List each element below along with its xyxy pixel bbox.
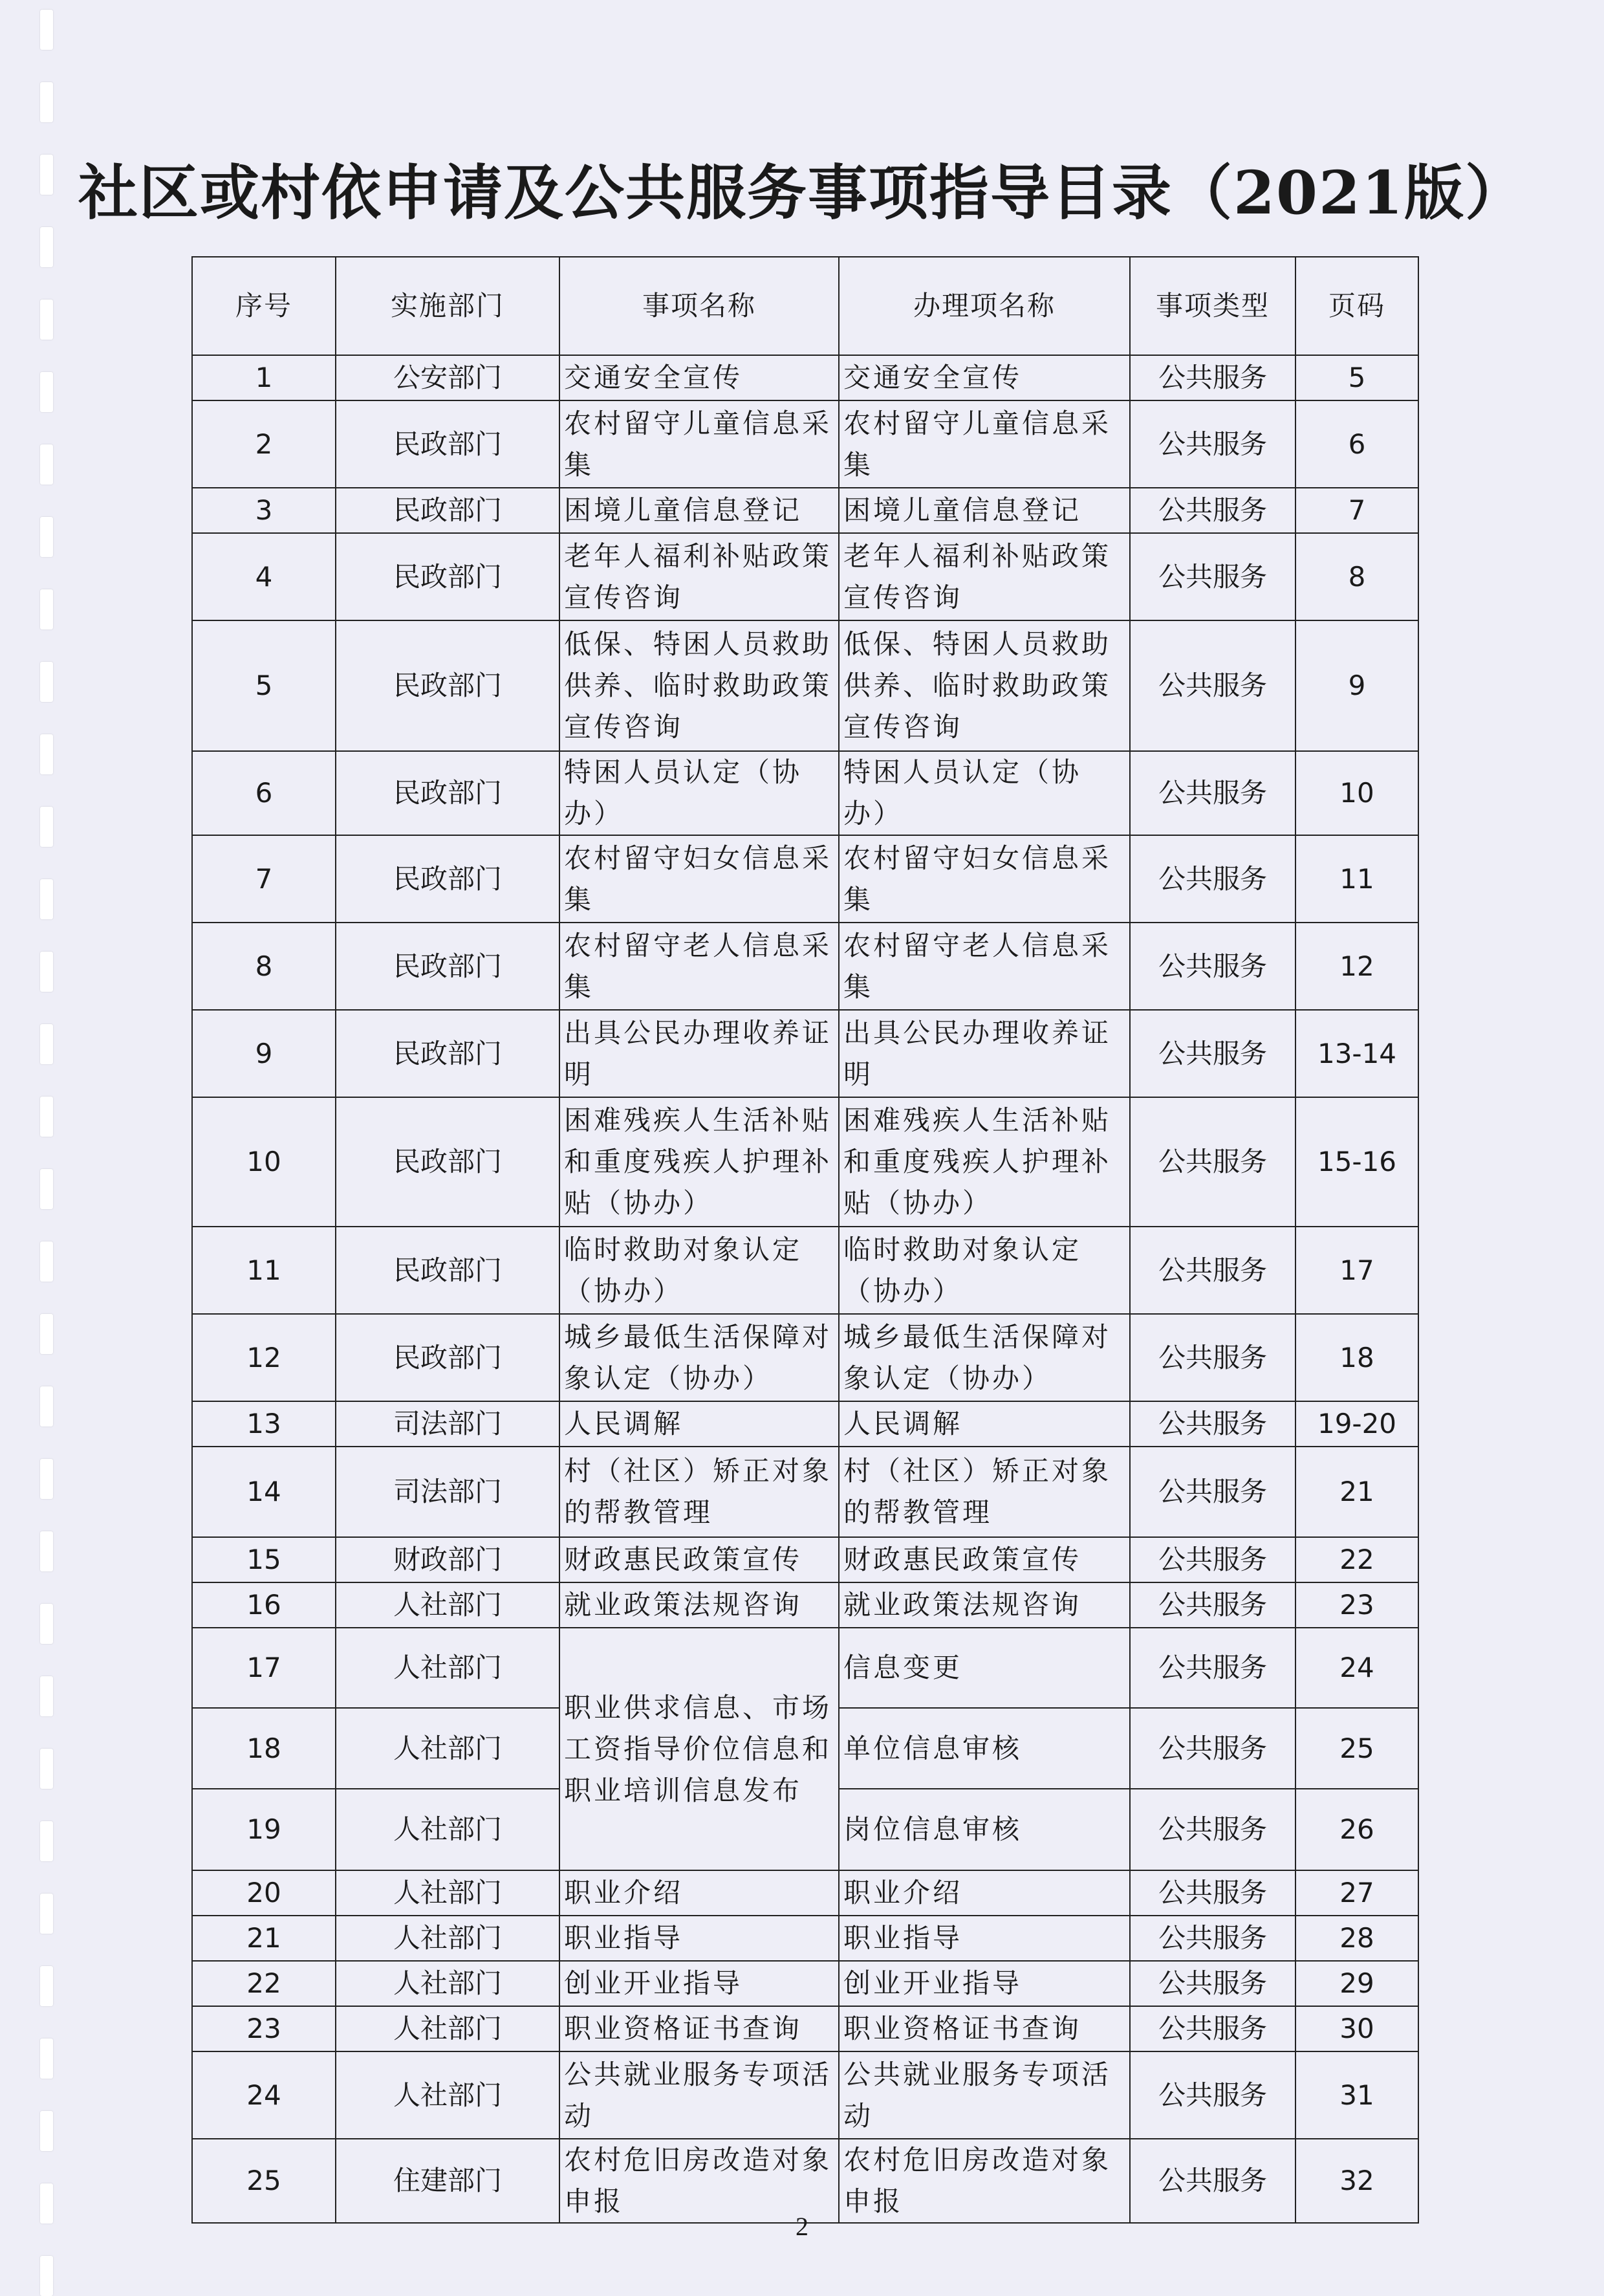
binding-hole (40, 372, 53, 412)
handle-name-cell: 公共就业服务专项活动 (839, 2051, 1130, 2139)
item-name-cell: 就业政策法规咨询 (559, 1582, 839, 1628)
page-cell: 21 (1295, 1447, 1418, 1537)
item-name-cell: 临时救助对象认定（协办） (559, 1227, 839, 1314)
item-type-cell: 公共服务 (1130, 533, 1295, 620)
page-cell: 29 (1295, 1961, 1418, 2006)
item-name-cell: 财政惠民政策宣传 (559, 1537, 839, 1582)
page-cell: 26 (1295, 1789, 1418, 1870)
item-name-cell: 人民调解 (559, 1401, 839, 1447)
department-cell: 民政部门 (336, 400, 559, 488)
table-row (192, 2139, 1418, 2223)
binding-hole (40, 517, 53, 557)
item-type-cell: 公共服务 (1130, 1628, 1295, 1708)
table-row (192, 1537, 1418, 1582)
handle-name-cell: 信息变更 (839, 1628, 1130, 1708)
item-name-cell: 职业资格证书查询 (559, 2006, 839, 2051)
row-number-cell: 19 (192, 1789, 336, 1870)
binding-hole (40, 807, 53, 847)
department-cell: 司法部门 (336, 1401, 559, 1447)
page-cell: 18 (1295, 1314, 1418, 1401)
item-type-cell: 公共服务 (1130, 2051, 1295, 2139)
row-number-cell: 15 (192, 1537, 336, 1582)
page-cell: 23 (1295, 1582, 1418, 1628)
page-cell: 28 (1295, 1916, 1418, 1961)
page-cell: 27 (1295, 1870, 1418, 1916)
handle-name-cell: 单位信息审核 (839, 1708, 1130, 1789)
item-type-cell: 公共服务 (1130, 923, 1295, 1010)
item-type-cell: 公共服务 (1130, 1961, 1295, 2006)
row-number-cell: 20 (192, 1870, 336, 1916)
table-row (192, 400, 1418, 488)
table-row (192, 751, 1418, 835)
item-type-cell: 公共服务 (1130, 1582, 1295, 1628)
table-row (192, 1227, 1418, 1314)
item-type-cell: 公共服务 (1130, 1097, 1295, 1227)
item-name-cell: 公共就业服务专项活动 (559, 2051, 839, 2139)
row-number-cell: 21 (192, 1916, 336, 1961)
row-number-cell: 17 (192, 1628, 336, 1708)
handle-name-cell: 就业政策法规咨询 (839, 1582, 1130, 1628)
handle-name-cell: 农村留守妇女信息采集 (839, 835, 1130, 923)
page-number: 2 (796, 2212, 808, 2241)
item-type-cell: 公共服务 (1130, 835, 1295, 923)
item-name-cell: 低保、特困人员救助供养、临时救助政策宣传咨询 (559, 620, 839, 751)
column-header-type: 事项类型 (1130, 257, 1295, 355)
row-number-cell: 4 (192, 533, 336, 620)
page-cell: 15-16 (1295, 1097, 1418, 1227)
item-name-cell: 老年人福利补贴政策宣传咨询 (559, 533, 839, 620)
column-header-no: 序号 (192, 257, 336, 355)
table-row (192, 1628, 1418, 1708)
table-row (192, 923, 1418, 1010)
item-type-cell: 公共服务 (1130, 620, 1295, 751)
binding-hole (40, 1024, 53, 1064)
item-type-cell: 公共服务 (1130, 355, 1295, 400)
handle-name-cell: 职业介绍 (839, 1870, 1130, 1916)
item-name-cell: 职业供求信息、市场工资指导价位信息和职业培训信息发布 (559, 1628, 839, 1870)
page-cell: 17 (1295, 1227, 1418, 1314)
department-cell: 民政部门 (336, 1010, 559, 1097)
service-catalog-table (191, 256, 1419, 2224)
binding-hole (40, 2256, 53, 2296)
item-name-cell: 创业开业指导 (559, 1961, 839, 2006)
document-title: 社区或村依申请及公共服务事项指导目录（2021版） (78, 158, 1526, 228)
page-cell: 7 (1295, 488, 1418, 533)
binding-hole (40, 300, 53, 340)
binding-hole (40, 444, 53, 485)
table-row (192, 355, 1418, 400)
item-type-cell: 公共服务 (1130, 1708, 1295, 1789)
handle-name-cell: 农村危旧房改造对象申报 (839, 2139, 1130, 2223)
binding-hole (40, 1386, 53, 1427)
table-row (192, 2006, 1418, 2051)
row-number-cell: 16 (192, 1582, 336, 1628)
handle-name-cell: 交通安全宣传 (839, 355, 1130, 400)
page-cell: 5 (1295, 355, 1418, 400)
handle-name-cell: 出具公民办理收养证明 (839, 1010, 1130, 1097)
department-cell: 民政部门 (336, 620, 559, 751)
page-cell: 25 (1295, 1708, 1418, 1789)
page-cell: 8 (1295, 533, 1418, 620)
binding-hole (40, 82, 53, 122)
department-cell: 民政部门 (336, 488, 559, 533)
page-cell: 30 (1295, 2006, 1418, 2051)
page-cell: 22 (1295, 1537, 1418, 1582)
item-name-cell: 城乡最低生活保障对象认定（协办） (559, 1314, 839, 1401)
row-number-cell: 13 (192, 1401, 336, 1447)
row-number-cell: 22 (192, 1961, 336, 2006)
department-cell: 人社部门 (336, 1870, 559, 1916)
page-cell: 12 (1295, 923, 1418, 1010)
table-row (192, 488, 1418, 533)
page-cell: 24 (1295, 1628, 1418, 1708)
table-row (192, 1401, 1418, 1447)
column-header-item: 事项名称 (559, 257, 839, 355)
handle-name-cell: 临时救助对象认定（协办） (839, 1227, 1130, 1314)
table-row (192, 620, 1418, 751)
item-type-cell: 公共服务 (1130, 488, 1295, 533)
item-name-cell: 农村危旧房改造对象申报 (559, 2139, 839, 2223)
page-cell: 19-20 (1295, 1401, 1418, 1447)
binding-hole (40, 1821, 53, 1861)
binding-hole (40, 734, 53, 774)
row-number-cell: 6 (192, 751, 336, 835)
department-cell: 民政部门 (336, 533, 559, 620)
binding-hole (40, 2111, 53, 2151)
row-number-cell: 5 (192, 620, 336, 751)
table-row (192, 1870, 1418, 1916)
column-header-page: 页码 (1295, 257, 1418, 355)
row-number-cell: 2 (192, 400, 336, 488)
item-type-cell: 公共服务 (1130, 2139, 1295, 2223)
page-cell: 31 (1295, 2051, 1418, 2139)
row-number-cell: 12 (192, 1314, 336, 1401)
binding-hole (40, 662, 53, 702)
item-name-cell: 农村留守儿童信息采集 (559, 400, 839, 488)
table-header-row (192, 257, 1418, 355)
table-row (192, 1582, 1418, 1628)
handle-name-cell: 岗位信息审核 (839, 1789, 1130, 1870)
binding-hole (40, 10, 53, 50)
table-row (192, 1447, 1418, 1537)
handle-name-cell: 城乡最低生活保障对象认定（协办） (839, 1314, 1130, 1401)
binding-hole (40, 1894, 53, 1934)
handle-name-cell: 农村留守儿童信息采集 (839, 400, 1130, 488)
department-cell: 司法部门 (336, 1447, 559, 1537)
item-type-cell: 公共服务 (1130, 1010, 1295, 1097)
row-number-cell: 7 (192, 835, 336, 923)
item-type-cell: 公共服务 (1130, 751, 1295, 835)
row-number-cell: 8 (192, 923, 336, 1010)
row-number-cell: 18 (192, 1708, 336, 1789)
department-cell: 人社部门 (336, 1708, 559, 1789)
binding-hole (40, 1169, 53, 1209)
department-cell: 人社部门 (336, 1961, 559, 2006)
item-type-cell: 公共服务 (1130, 1870, 1295, 1916)
row-number-cell: 14 (192, 1447, 336, 1537)
department-cell: 住建部门 (336, 2139, 559, 2223)
item-name-cell: 困境儿童信息登记 (559, 488, 839, 533)
page-cell: 6 (1295, 400, 1418, 488)
table-row (192, 1010, 1418, 1097)
department-cell: 人社部门 (336, 1916, 559, 1961)
department-cell: 公安部门 (336, 355, 559, 400)
handle-name-cell: 农村留守老人信息采集 (839, 923, 1130, 1010)
row-number-cell: 1 (192, 355, 336, 400)
department-cell: 民政部门 (336, 1314, 559, 1401)
table-row (192, 1916, 1418, 1961)
table-row (192, 835, 1418, 923)
department-cell: 民政部门 (336, 835, 559, 923)
department-cell: 民政部门 (336, 1097, 559, 1227)
row-number-cell: 3 (192, 488, 336, 533)
binding-hole (40, 1604, 53, 1644)
table-row (192, 533, 1418, 620)
binding-hole (40, 1531, 53, 1571)
row-number-cell: 11 (192, 1227, 336, 1314)
department-cell: 人社部门 (336, 1582, 559, 1628)
table-row (192, 1961, 1418, 2006)
handle-name-cell: 职业资格证书查询 (839, 2006, 1130, 2051)
item-type-cell: 公共服务 (1130, 1227, 1295, 1314)
handle-name-cell: 特困人员认定（协办） (839, 751, 1130, 835)
binding-hole (40, 879, 53, 919)
item-type-cell: 公共服务 (1130, 400, 1295, 488)
item-name-cell: 交通安全宣传 (559, 355, 839, 400)
handle-name-cell: 老年人福利补贴政策宣传咨询 (839, 533, 1130, 620)
department-cell: 民政部门 (336, 1227, 559, 1314)
item-name-cell: 农村留守妇女信息采集 (559, 835, 839, 923)
handle-name-cell: 人民调解 (839, 1401, 1130, 1447)
binding-hole (40, 1459, 53, 1499)
department-cell: 人社部门 (336, 2006, 559, 2051)
department-cell: 人社部门 (336, 1628, 559, 1708)
row-number-cell: 9 (192, 1010, 336, 1097)
item-type-cell: 公共服务 (1130, 1916, 1295, 1961)
table-row (192, 2051, 1418, 2139)
table-body (192, 355, 1418, 2223)
binding-hole (40, 1966, 53, 2006)
handle-name-cell: 财政惠民政策宣传 (839, 1537, 1130, 1582)
page-cell: 10 (1295, 751, 1418, 835)
item-name-cell: 出具公民办理收养证明 (559, 1010, 839, 1097)
department-cell: 财政部门 (336, 1537, 559, 1582)
column-header-handle: 办理项名称 (839, 257, 1130, 355)
binding-hole (40, 589, 53, 629)
binding-hole (40, 1676, 53, 1716)
item-type-cell: 公共服务 (1130, 1789, 1295, 1870)
handle-name-cell: 村（社区）矫正对象的帮教管理 (839, 1447, 1130, 1537)
handle-name-cell: 困境儿童信息登记 (839, 488, 1130, 533)
row-number-cell: 25 (192, 2139, 336, 2223)
department-cell: 民政部门 (336, 923, 559, 1010)
binding-hole (40, 2039, 53, 2079)
page-cell: 9 (1295, 620, 1418, 751)
binding-hole (40, 1314, 53, 1354)
column-header-dept: 实施部门 (336, 257, 559, 355)
item-type-cell: 公共服务 (1130, 1401, 1295, 1447)
binding-hole (40, 227, 53, 267)
item-type-cell: 公共服务 (1130, 1314, 1295, 1401)
item-name-cell: 特困人员认定（协办） (559, 751, 839, 835)
department-cell: 民政部门 (336, 751, 559, 835)
handle-name-cell: 职业指导 (839, 1916, 1130, 1961)
binding-hole (40, 952, 53, 992)
handle-name-cell: 低保、特困人员救助供养、临时救助政策宣传咨询 (839, 620, 1130, 751)
item-type-cell: 公共服务 (1130, 2006, 1295, 2051)
department-cell: 人社部门 (336, 1789, 559, 1870)
page-cell: 11 (1295, 835, 1418, 923)
department-cell: 人社部门 (336, 2051, 559, 2139)
handle-name-cell: 创业开业指导 (839, 1961, 1130, 2006)
table-row (192, 1314, 1418, 1401)
row-number-cell: 10 (192, 1097, 336, 1227)
binding-hole (40, 1241, 53, 1282)
item-type-cell: 公共服务 (1130, 1537, 1295, 1582)
binding-hole (40, 1097, 53, 1137)
item-name-cell: 村（社区）矫正对象的帮教管理 (559, 1447, 839, 1537)
item-name-cell: 职业指导 (559, 1916, 839, 1961)
item-name-cell: 职业介绍 (559, 1870, 839, 1916)
item-name-cell: 困难残疾人生活补贴和重度残疾人护理补贴（协办） (559, 1097, 839, 1227)
binding-hole (40, 1749, 53, 1789)
row-number-cell: 24 (192, 2051, 336, 2139)
row-number-cell: 23 (192, 2006, 336, 2051)
table-row (192, 1097, 1418, 1227)
item-type-cell: 公共服务 (1130, 1447, 1295, 1537)
item-name-cell: 农村留守老人信息采集 (559, 923, 839, 1010)
binding-holes (40, 0, 66, 2269)
page-cell: 32 (1295, 2139, 1418, 2223)
handle-name-cell: 困难残疾人生活补贴和重度残疾人护理补贴（协办） (839, 1097, 1130, 1227)
page-cell: 13-14 (1295, 1010, 1418, 1097)
